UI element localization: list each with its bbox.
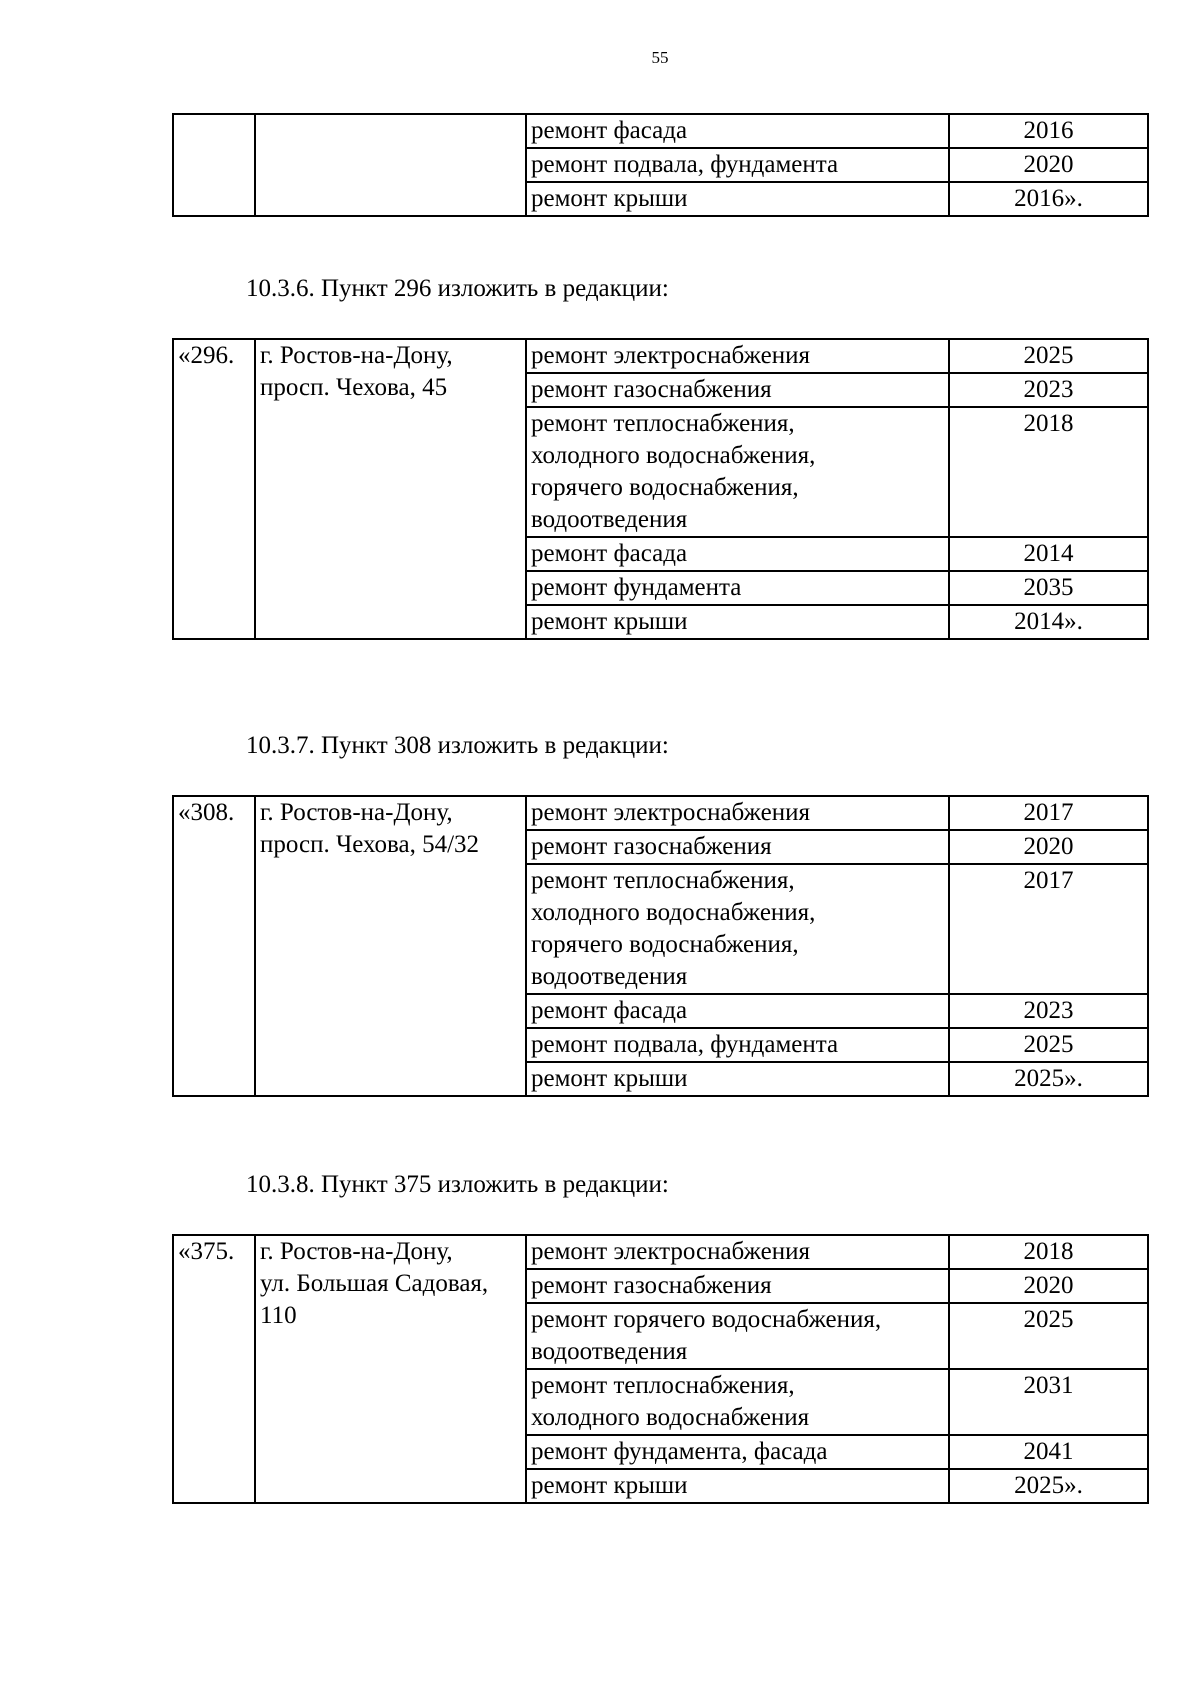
repair-work-cell: ремонт крыши <box>526 1062 949 1096</box>
repair-year-cell: 2023 <box>949 373 1148 407</box>
repair-work-cell: ремонт электроснабжения <box>526 796 949 830</box>
page-number: 55 <box>651 48 669 67</box>
table-row <box>173 114 1148 148</box>
repair-year-cell: 2025». <box>949 1062 1148 1096</box>
repair-year-cell: 2020 <box>949 1269 1148 1303</box>
repair-work-cell: ремонт теплоснабжения, холодного водоснабжения <box>526 1369 949 1435</box>
address-cell: г. Ростов-на-Дону, просп. Чехова, 45 <box>255 339 526 639</box>
repair-year-cell: 2016». <box>949 182 1148 216</box>
repair-year-cell: 2023 <box>949 994 1148 1028</box>
repair-table-296 <box>172 338 1149 640</box>
address-cell: г. Ростов-на-Дону, просп. Чехова, 54/32 <box>255 796 526 1096</box>
repair-work-cell: ремонт газоснабжения <box>526 373 949 407</box>
repair-year-cell: 2020 <box>949 830 1148 864</box>
repair-work-cell: ремонт электроснабжения <box>526 339 949 373</box>
address-cell <box>255 114 526 216</box>
repair-work-cell: ремонт крыши <box>526 605 949 639</box>
section-heading-296: 10.3.6. Пункт 296 изложить в редакции: <box>246 275 669 302</box>
repair-work-cell: ремонт газоснабжения <box>526 830 949 864</box>
repair-work-cell: ремонт фасада <box>526 994 949 1028</box>
item-number-cell: «375. <box>173 1235 255 1503</box>
repair-year-cell: 2025 <box>949 339 1148 373</box>
table-row <box>173 796 1148 830</box>
repair-year-cell: 2017 <box>949 864 1148 994</box>
address-cell: г. Ростов-на-Дону, ул. Большая Садовая, 110 <box>255 1235 526 1503</box>
repair-table-375 <box>172 1234 1149 1504</box>
repair-year-cell: 2018 <box>949 407 1148 537</box>
continued-repair-table <box>172 113 1149 217</box>
repair-year-cell: 2020 <box>949 148 1148 182</box>
table-row <box>173 339 1148 373</box>
repair-work-cell: ремонт теплоснабжения, холодного водоснабжения, горячего водоснабжения, водоотведения <box>526 864 949 994</box>
repair-year-cell: 2035 <box>949 571 1148 605</box>
section-heading-308: 10.3.7. Пункт 308 изложить в редакции: <box>246 732 669 759</box>
repair-year-cell: 2018 <box>949 1235 1148 1269</box>
repair-work-cell: ремонт теплоснабжения, холодного водоснабжения, горячего водоснабжения, водоотведения <box>526 407 949 537</box>
repair-table-308 <box>172 795 1149 1097</box>
repair-work-cell: ремонт фундамента, фасада <box>526 1435 949 1469</box>
item-number-cell <box>173 114 255 216</box>
repair-year-cell: 2025 <box>949 1028 1148 1062</box>
repair-work-cell: ремонт подвала, фундамента <box>526 1028 949 1062</box>
repair-work-cell: ремонт крыши <box>526 182 949 216</box>
repair-year-cell: 2014 <box>949 537 1148 571</box>
repair-work-cell: ремонт газоснабжения <box>526 1269 949 1303</box>
item-number-cell: «308. <box>173 796 255 1096</box>
repair-year-cell: 2031 <box>949 1369 1148 1435</box>
repair-work-cell: ремонт крыши <box>526 1469 949 1503</box>
repair-year-cell: 2014». <box>949 605 1148 639</box>
repair-year-cell: 2017 <box>949 796 1148 830</box>
repair-work-cell: ремонт фундамента <box>526 571 949 605</box>
repair-year-cell: 2016 <box>949 114 1148 148</box>
repair-work-cell: ремонт подвала, фундамента <box>526 148 949 182</box>
repair-year-cell: 2041 <box>949 1435 1148 1469</box>
repair-work-cell: ремонт электроснабжения <box>526 1235 949 1269</box>
repair-year-cell: 2025 <box>949 1303 1148 1369</box>
table-row <box>173 1235 1148 1269</box>
item-number-cell: «296. <box>173 339 255 639</box>
section-heading-375: 10.3.8. Пункт 375 изложить в редакции: <box>246 1171 669 1198</box>
repair-work-cell: ремонт фасада <box>526 114 949 148</box>
repair-work-cell: ремонт горячего водоснабжения, водоотведения <box>526 1303 949 1369</box>
repair-year-cell: 2025». <box>949 1469 1148 1503</box>
repair-work-cell: ремонт фасада <box>526 537 949 571</box>
